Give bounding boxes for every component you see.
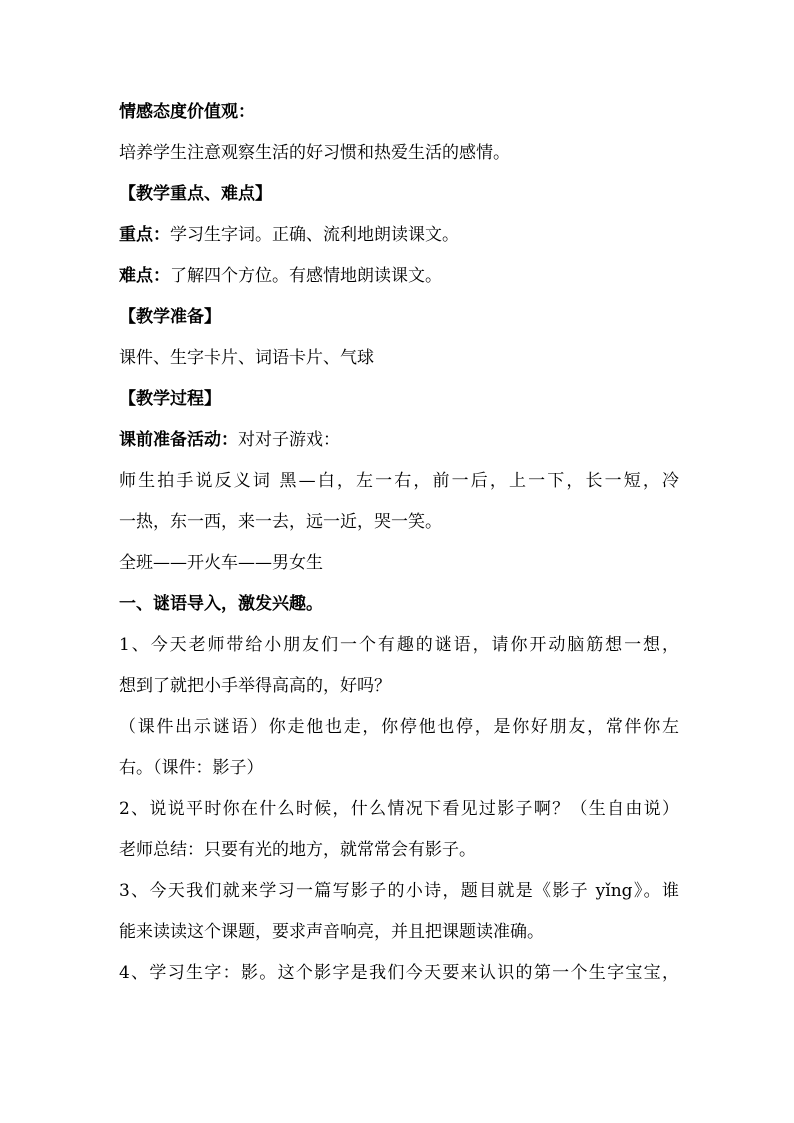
class-activity: 全班——开火车——男女生	[119, 553, 323, 573]
process-heading: 【教学过程】	[119, 389, 221, 409]
step1-line-1: 1、今天老师带给小朋友们一个有趣的谜语，请你开动脑筋想一想，	[119, 635, 679, 655]
objective-heading: 情感态度价值观：	[119, 102, 255, 122]
step2-line-2: 老师总结：只要有光的地方，就常常会有影子。	[119, 840, 476, 860]
step4-line-1: 4、学习生字：影。这个影字是我们今天要来认识的第一个生字宝宝，	[119, 963, 679, 983]
section1-heading: 一、谜语导入，激发兴趣。	[119, 594, 323, 614]
antonyms-line-1: 师生拍手说反义词 黑—白，左一右，前一后，上一下，长一短，冷	[119, 471, 679, 491]
warmup-text: 对对子游戏：	[238, 430, 340, 450]
riddle-line-2: 右。（课件：影子）	[119, 758, 264, 778]
step2-line-1: 2、说说平时你在什么时候，什么情况下看见过影子啊？（生自由说）	[119, 799, 679, 819]
step1-line-2: 想到了就把小手举得高高的，好吗？	[119, 676, 391, 696]
riddle-line-1: （课件出示谜语）你走他也走，你停他也停，是你好朋友，常伴你左	[119, 717, 679, 737]
step3-line-2: 能来读读这个课题，要求声音响亮，并且把课题读准确。	[119, 922, 544, 942]
objective-text: 培养学生注意观察生活的好习惯和热爱生活的感情。	[119, 143, 510, 163]
difficulty-label: 难点：	[119, 266, 170, 286]
step3-line-1: 3、今天我们就来学习一篇写影子的小诗，题目就是《影子 yǐng》。谁	[119, 881, 679, 901]
key-points-heading: 【教学重点、难点】	[119, 184, 272, 204]
key-point-text: 学习生字词。正确、流利地朗读课文。	[170, 225, 459, 245]
preparation-text: 课件、生字卡片、词语卡片、气球	[119, 348, 374, 368]
difficulty-text: 了解四个方位。有感情地朗读课文。	[170, 266, 442, 286]
document-page	[119, 102, 679, 1004]
warmup-label: 课前准备活动：	[119, 430, 238, 450]
warmup-line	[119, 430, 679, 450]
key-point-line	[119, 225, 679, 245]
antonyms-line-2: 一热，东一西，来一去，远一近，哭一笑。	[119, 512, 442, 532]
difficulty-line	[119, 266, 679, 286]
key-point-label: 重点：	[119, 225, 170, 245]
preparation-heading: 【教学准备】	[119, 307, 221, 327]
